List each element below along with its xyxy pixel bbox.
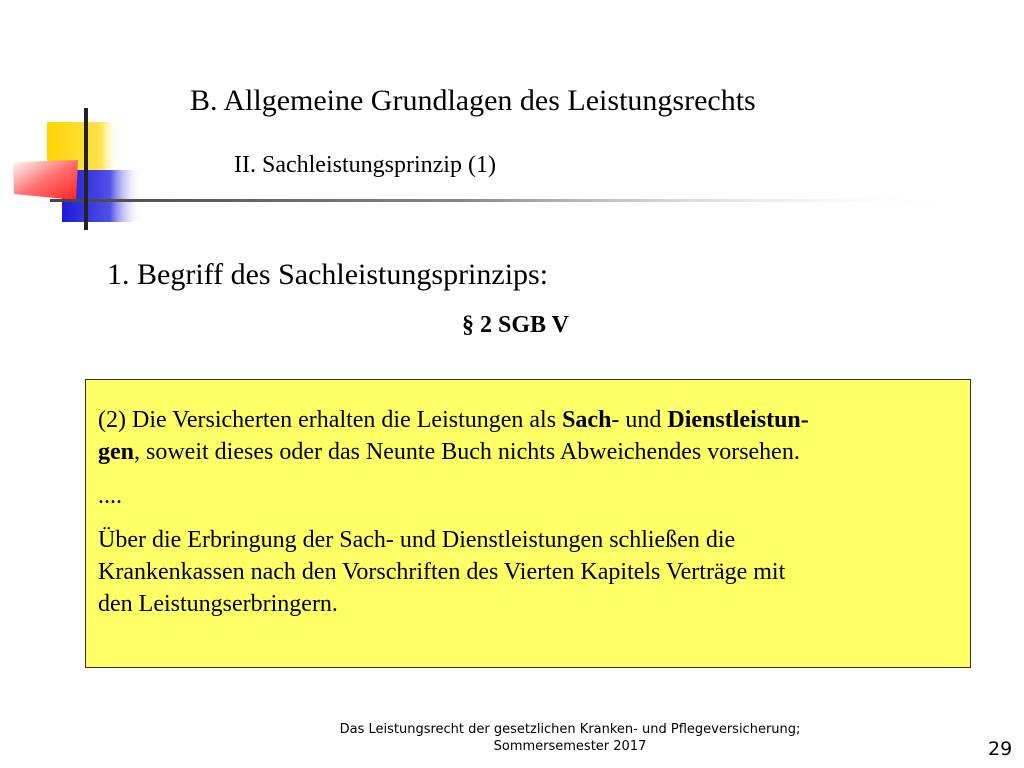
slide-subtitle: II. Sachleistungsprinzip (1) [234,152,496,178]
decorative-squares-icon [0,0,1024,240]
law-paragraph-2 [98,404,946,468]
law-text-prefix: (2) Die Versicherten erhalten die Leistungen als [98,407,563,433]
law-paragraph-contracts [98,524,946,620]
footer [220,721,920,755]
slide-title: B. Allgemeine Grundlagen des Leistungsrechts [190,84,756,117]
law-text-mid: - und [611,407,668,433]
section-heading: 1. Begriff des Sachleistungsprinzips: [107,258,549,291]
law-contracts-line-2: Krankenkassen nach den Vorschriften des Vierten Kapitels Verträge mit [98,559,786,585]
law-text-box [85,379,971,668]
page-number: 29 [988,738,1013,760]
footer-line-2: Sommersemester 2017 [493,739,647,754]
footer-line-1: Das Leistungsrecht der gesetzlichen Kranken- und Pflegeversicherung; [339,722,801,737]
law-term-dienstleistungen-1: Dienstleistun- [667,407,809,433]
norm-reference: § 2 SGB V [462,312,569,338]
law-term-dienstleistungen-2: gen [98,439,134,465]
law-ellipsis: .... [98,483,122,509]
law-contracts-line-1: Über die Erbringung der Sach- und Dienstleistungen schließen die [98,527,736,553]
law-term-sach: Sach [562,407,612,433]
law-text-suffix: , soweit dieses oder das Neunte Buch nichts Abweichendes vorsehen. [134,439,800,465]
law-contracts-line-3: den Leistungserbringern. [98,591,338,617]
